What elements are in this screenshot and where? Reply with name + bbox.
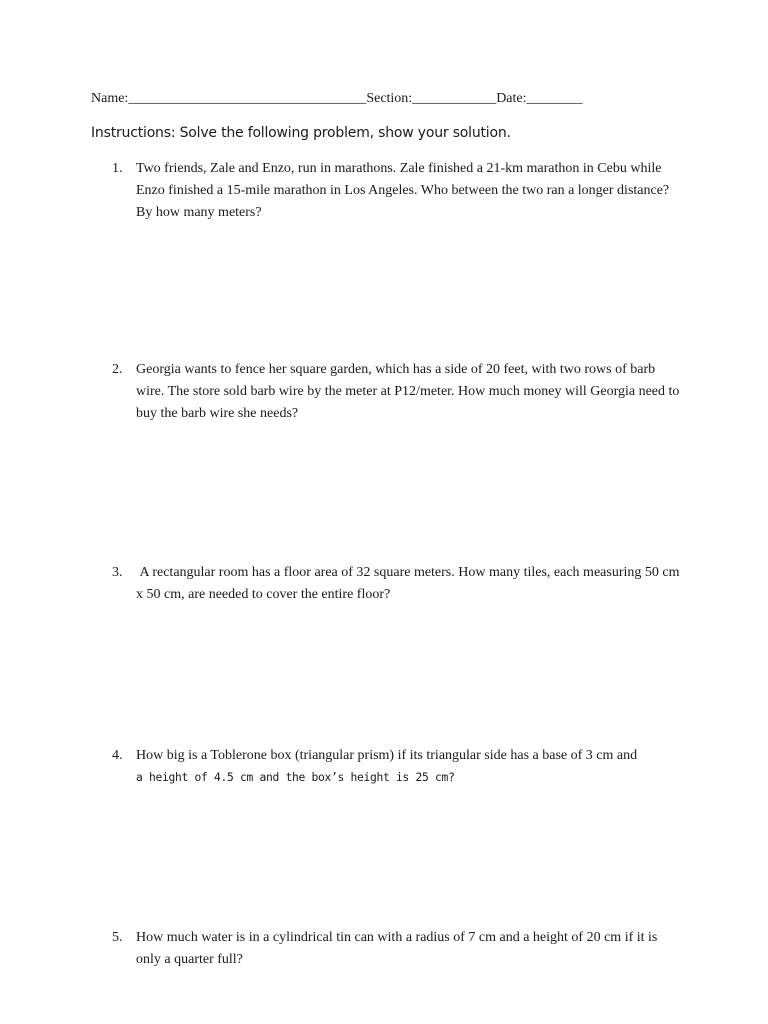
problem-2 (112, 359, 682, 425)
instructions (91, 124, 511, 142)
problem-3 (112, 562, 682, 606)
problem-text: Two friends, Zale and Enzo, run in marathons. Zale finished a 21-km marathon in Cebu while Enzo finished a 15-mile marathon in Los Angeles. Who between the two ran a longer distance? By how many meters? (136, 161, 670, 220)
problem-number: 1. (112, 161, 123, 176)
problem-text (136, 745, 682, 789)
problem-number: 5. (112, 930, 123, 945)
problem-text: Georgia wants to fence her square garden, which has a side of 20 feet, with two rows of barb wire. The store sold barb wire by the meter at P12/meter. How much money will Georgia need to buy the barb wire she needs? (136, 362, 680, 421)
problem-text-line-2: a height of 4.5 cm and the box’s height is 25 cm? (136, 771, 455, 784)
instructions-label: Instructions: (91, 125, 176, 141)
problem-number: 3. (112, 565, 123, 580)
problem-number: 2. (112, 362, 123, 377)
instructions-text: Solve the following problem, show your solution. (175, 125, 511, 141)
problem-4 (112, 745, 682, 789)
name-section-date-line: Name:__________________________________Section:____________Date:________ (91, 91, 583, 106)
problem-text-line-1: How big is a Toblerone box (triangular prism) if its triangular side has a base of 3 cm and (136, 748, 638, 763)
problem-text: A rectangular room has a floor area of 32 square meters. How many tiles, each measuring 50 cm x 50 cm, are needed to cover the entire floor? (136, 565, 683, 602)
problem-5 (112, 927, 682, 971)
problem-1 (112, 158, 682, 224)
problem-number: 4. (112, 748, 123, 763)
problem-text: How much water is in a cylindrical tin can with a radius of 7 cm and a height of 20 cm if it is only a quarter full? (136, 930, 658, 967)
